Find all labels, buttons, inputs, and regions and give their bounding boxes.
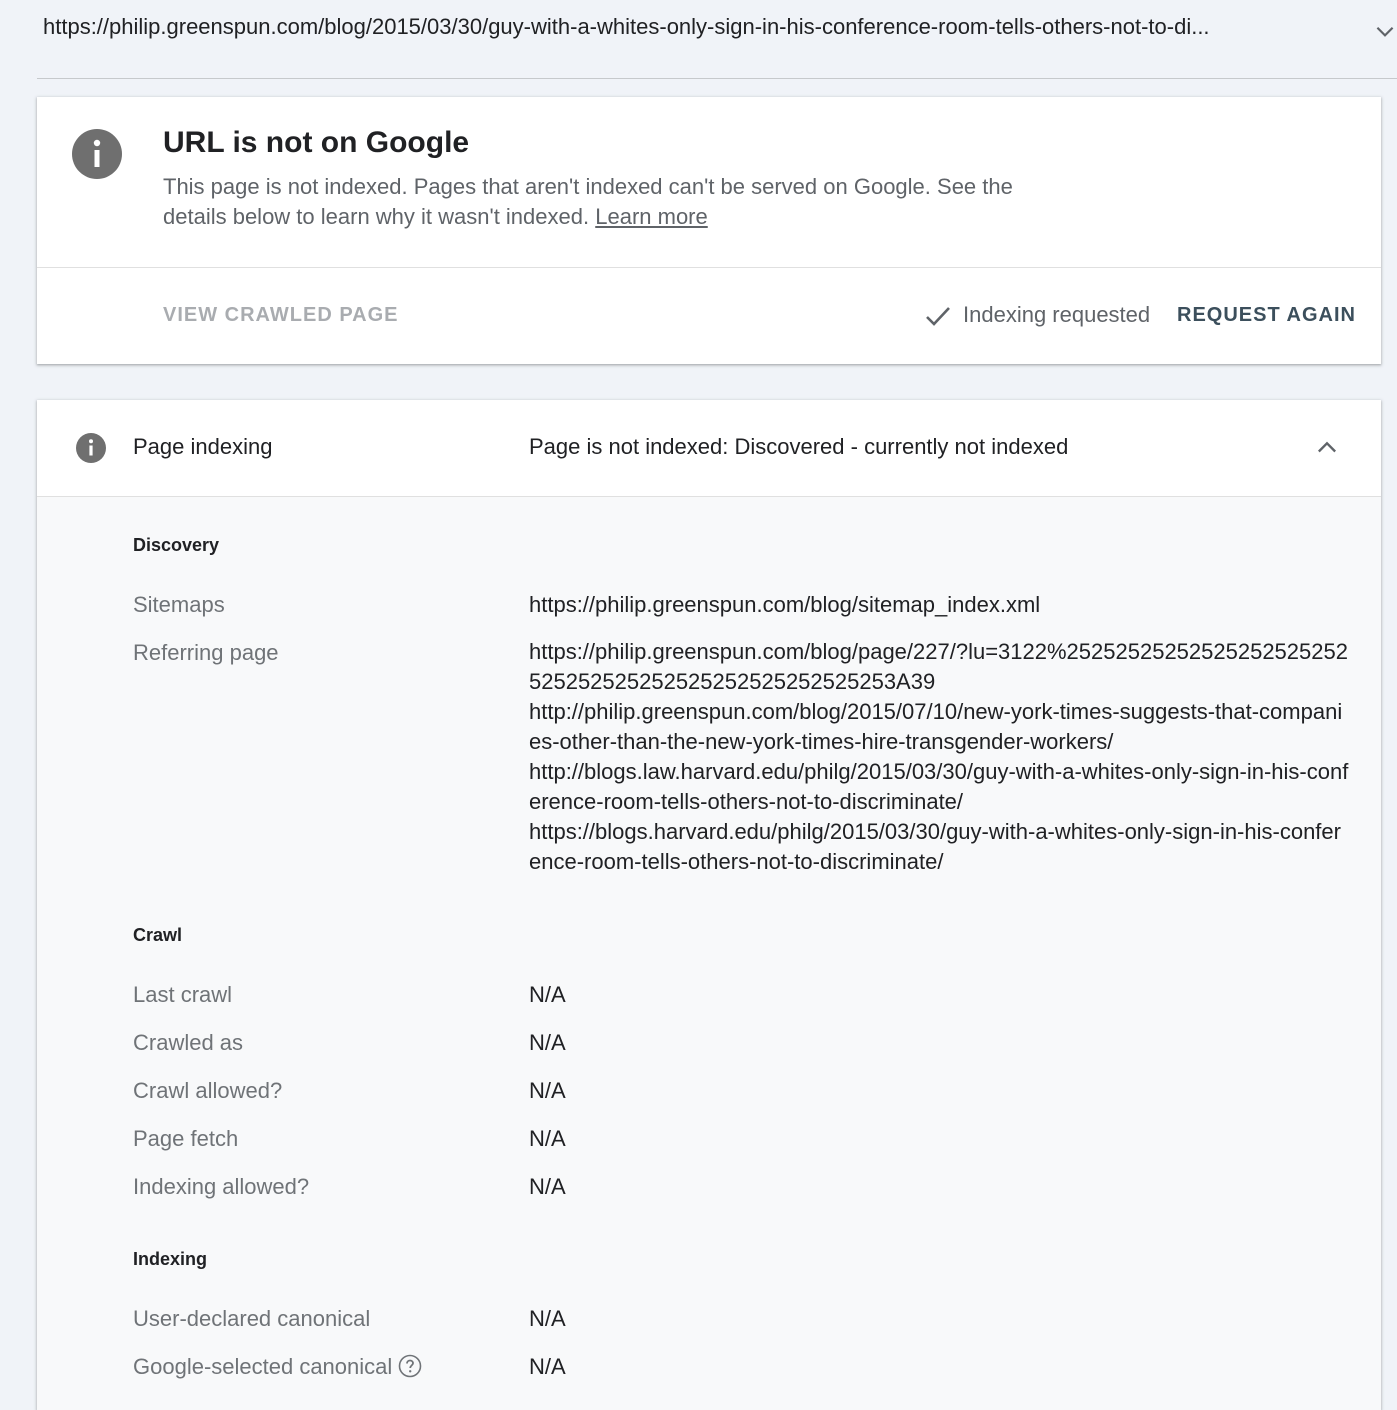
- referring-page-label: Referring page: [133, 640, 279, 665]
- last-crawl-label: Last crawl: [133, 982, 233, 1007]
- sitemaps-label: Sitemaps: [133, 592, 225, 617]
- learn-more-link[interactable]: Learn more: [595, 204, 708, 229]
- chevron-down-icon[interactable]: [1372, 18, 1397, 44]
- referring-page-url[interactable]: http://blogs.law.harvard.edu/philg/2015/03/30/guy-with-a-whites-only-sign-in-his-conference-room-tells-others-not-to-discriminate/: [529, 759, 1349, 814]
- url-status-card: [37, 97, 1381, 364]
- crawl-section-title: Crawl: [133, 925, 183, 945]
- status-description: [163, 172, 1063, 232]
- discovery-section-title: Discovery: [133, 535, 220, 555]
- referring-page-url[interactable]: https://blogs.harvard.edu/philg/2015/03/30/guy-with-a-whites-only-sign-in-his-conference-room-tells-others-not-to-discriminate/: [529, 819, 1341, 874]
- referring-page-url[interactable]: https://philip.greenspun.com/blog/page/227/?lu=3122%25252525252525252525252525252525252525252525252525253A39: [529, 639, 1348, 694]
- chevron-up-icon[interactable]: [1313, 434, 1341, 462]
- indexing-allowed-value: N/A: [529, 1174, 566, 1199]
- crawl-allowed-value: N/A: [529, 1078, 566, 1103]
- view-crawled-page-button[interactable]: VIEW CRAWLED PAGE: [163, 304, 399, 326]
- crawl-allowed-label: Crawl allowed?: [133, 1078, 283, 1103]
- sitemaps-value[interactable]: https://philip.greenspun.com/blog/sitemap_index.xml: [529, 592, 1041, 617]
- crawled-as-label: Crawled as: [133, 1030, 244, 1055]
- request-again-button[interactable]: REQUEST AGAIN: [1177, 304, 1356, 326]
- indexing-requested-status: Indexing requested: [963, 302, 1151, 327]
- status-description-text: This page is not indexed. Pages that aren't indexed can't be served on Google. See the details below to learn why it wasn't indexed.: [163, 174, 1013, 229]
- google-selected-canonical-label: Google-selected canonical: [133, 1354, 393, 1379]
- url-bar[interactable]: [0, 0, 1397, 78]
- check-icon: [924, 302, 952, 330]
- indexing-allowed-label: Indexing allowed?: [133, 1174, 310, 1199]
- page-fetch-value: N/A: [529, 1126, 566, 1151]
- inspected-url[interactable]: https://philip.greenspun.com/blog/2015/03/30/guy-with-a-whites-only-sign-in-his-conference-room-tells-others-not-to-di...: [43, 14, 1210, 39]
- page-indexing-label: Page indexing: [133, 434, 273, 459]
- status-title: URL is not on Google: [163, 126, 470, 159]
- user-declared-canonical-label: User-declared canonical: [133, 1306, 371, 1331]
- last-crawl-value: N/A: [529, 982, 566, 1007]
- google-selected-canonical-row: [133, 1354, 422, 1380]
- page-indexing-header[interactable]: [37, 400, 1381, 497]
- page-fetch-label: Page fetch: [133, 1126, 239, 1151]
- divider: [37, 267, 1381, 268]
- divider: [37, 78, 1397, 79]
- indexing-section-title: Indexing: [133, 1249, 208, 1269]
- page-indexing-card: [37, 400, 1381, 1410]
- user-declared-canonical-value: N/A: [529, 1306, 566, 1331]
- page-indexing-status: Page is not indexed: Discovered - currently not indexed: [529, 434, 1069, 459]
- crawled-as-value: N/A: [529, 1030, 566, 1055]
- referring-page-list: [529, 637, 1349, 877]
- referring-page-url[interactable]: http://philip.greenspun.com/blog/2015/07/10/new-york-times-suggests-that-companies-other-than-the-new-york-times-hire-transgender-workers/: [529, 699, 1343, 754]
- google-selected-canonical-value: N/A: [529, 1354, 566, 1379]
- info-icon: [75, 432, 107, 464]
- help-icon[interactable]: [398, 1354, 422, 1378]
- info-icon: [71, 128, 123, 180]
